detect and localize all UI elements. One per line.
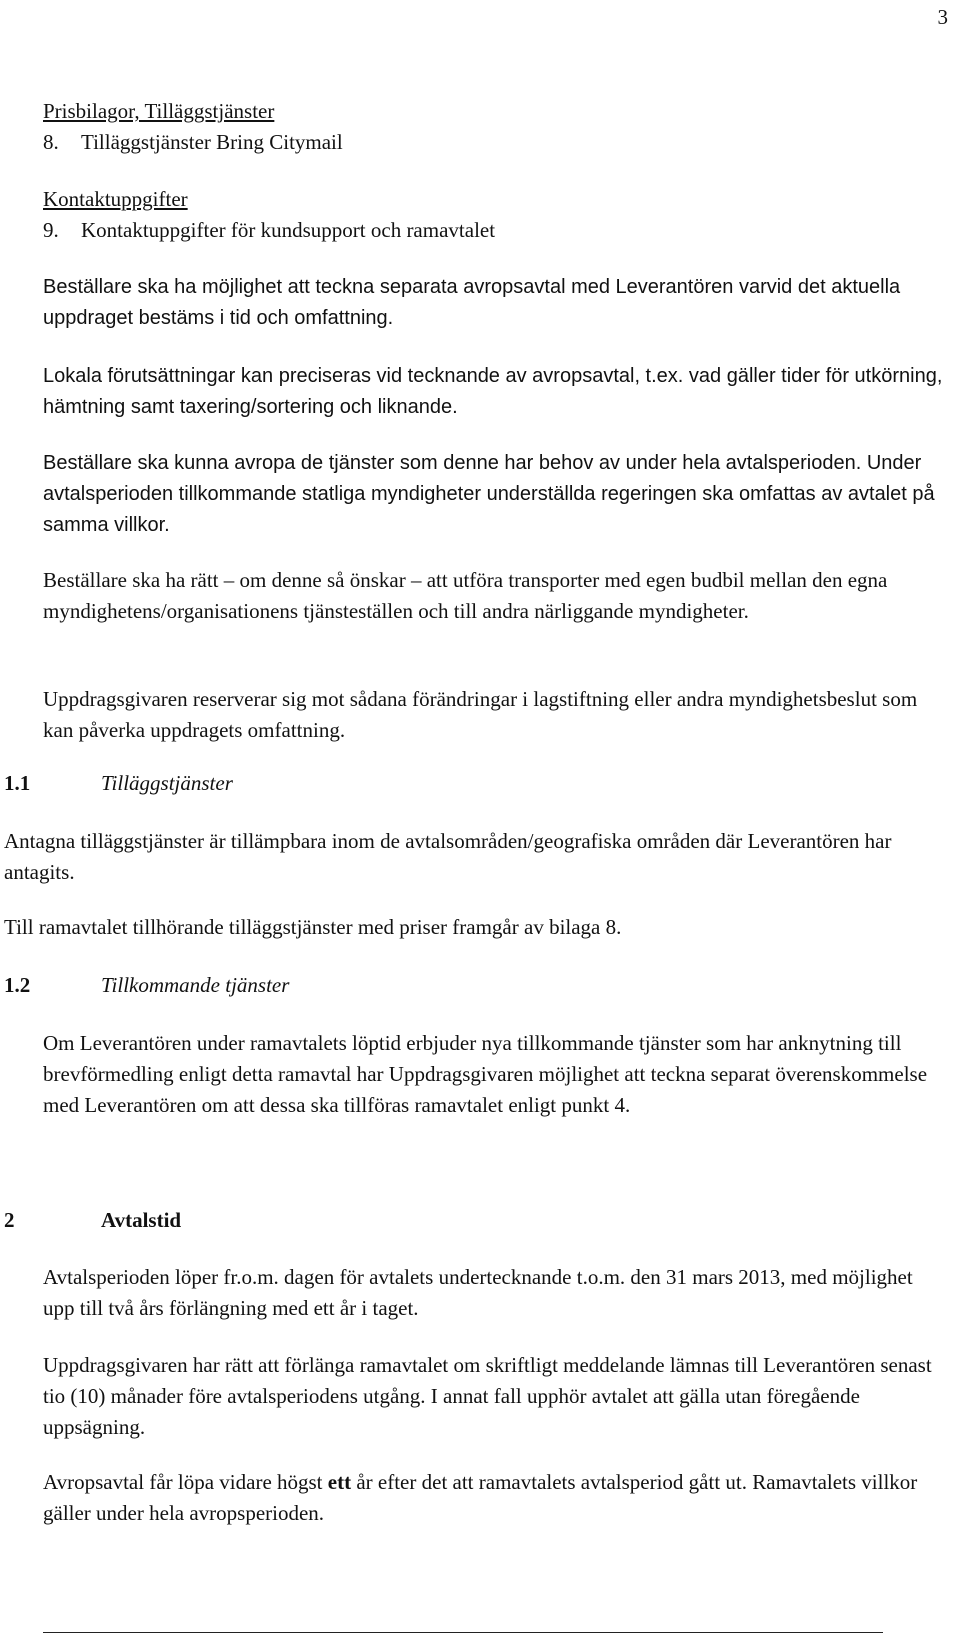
toc-item-8 — [43, 127, 948, 158]
toc-item-text: Kontaktuppgifter för kundsupport och ramavtalet — [81, 218, 496, 242]
paragraph-avtalsperioden: Avtalsperioden löper fr.o.m. dagen för avtalets undertecknande t.o.m. den 31 mars 2013, med möjlighet upp till två års förlängning med ett år i taget. — [43, 1265, 913, 1320]
section-number: 1.1 — [4, 771, 31, 795]
section-title: Avtalstid — [101, 1208, 182, 1232]
toc-item-9 — [43, 215, 948, 246]
footnote-separator — [43, 1632, 883, 1633]
paragraph-forlangning: Uppdragsgivaren har rätt att förlänga ramavtalet om skriftligt meddelande lämnas till Leverantören senast tio (10) månader före avtalsperiodens utgång. I annat fall upphör avtalet att gälla utan föregående uppsägning. — [43, 1353, 932, 1439]
paragraph-tillaggstjanster-2: Till ramavtalet tillhörande tilläggstjänster med priser framgår av bilaga 8. — [4, 915, 622, 939]
toc-heading-kontaktuppgifter[interactable]: Kontaktuppgifter — [43, 187, 188, 211]
text-fragment: Avropsavtal får löpa vidare högst — [43, 1470, 328, 1494]
section-title: Tilläggstjänster — [101, 771, 233, 795]
emphasis-ett: ett — [327, 1470, 352, 1494]
toc-item-number: 8. — [43, 130, 59, 154]
paragraph-avropsavtal-lopa — [43, 1467, 948, 1529]
section-number: 2 — [4, 1208, 15, 1232]
paragraph-lokala-forutsattningar: Lokala förutsättningar kan preciseras vid tecknande av avropsavtal, t.ex. vad gäller tider för utkörning, hämtning samt taxering/sortering och liknande. — [43, 365, 943, 418]
toc-heading-prisbilagor[interactable]: Prisbilagor, Tilläggstjänster — [43, 99, 275, 123]
toc-item-number: 9. — [43, 218, 59, 242]
section-number: 1.2 — [4, 973, 31, 997]
section-title: Tillkommande tjänster — [101, 973, 290, 997]
paragraph-tillaggstjanster-1: Antagna tilläggstjänster är tillämpbara inom de avtalsområden/geografiska områden där Leverantören har antagits. — [4, 829, 892, 884]
paragraph-avropsavtal: Beställare ska ha möjlighet att teckna separata avropsavtal med Leverantören varvid det aktuella uppdraget bestäms i tid och omfattning. — [43, 276, 901, 329]
section-heading-1-1 — [4, 768, 904, 799]
paragraph-avropa-tjanster: Beställare ska kunna avropa de tjänster som denne har behov av under hela avtalsperioden. Under avtalsperioden tillkommande statliga myndigheter underställda regeringen ska omfattas av avtalet på samma villkor. — [43, 452, 935, 536]
toc-group-2 — [43, 184, 948, 246]
toc-item-text: Tilläggstjänster Bring Citymail — [81, 130, 343, 154]
paragraph-tillkommande-tjanster: Om Leverantören under ramavtalets löptid erbjuder nya tillkommande tjänster som har anknytning till brevförmedling enligt detta ramavtal har Uppdragsgivaren möjlighet att teckna separat överenskommelse med Leverantören om att dessa ska tillföras ramavtalet enligt punkt 4. — [43, 1031, 928, 1117]
page-number: 3 — [937, 5, 948, 29]
section-heading-2 — [4, 1205, 904, 1236]
toc-group-1 — [43, 96, 948, 158]
section-heading-1-2 — [4, 970, 904, 1001]
paragraph-egen-budbil: Beställare ska ha rätt – om denne så önskar – att utföra transporter med egen budbil mellan den egna myndighetens/organisationens tjänsteställen och till andra närliggande myndigheter. — [43, 568, 888, 623]
paragraph-forandringar: Uppdragsgivaren reserverar sig mot sådana förändringar i lagstiftning eller andra myndighetsbeslut som kan påverka uppdragets omfattning. — [43, 687, 918, 742]
text-fragment: år efter det att ramavtalets avtalsperiod gått ut. Ramavtalets villkor gäller under hela avropsperioden. — [43, 1470, 918, 1525]
